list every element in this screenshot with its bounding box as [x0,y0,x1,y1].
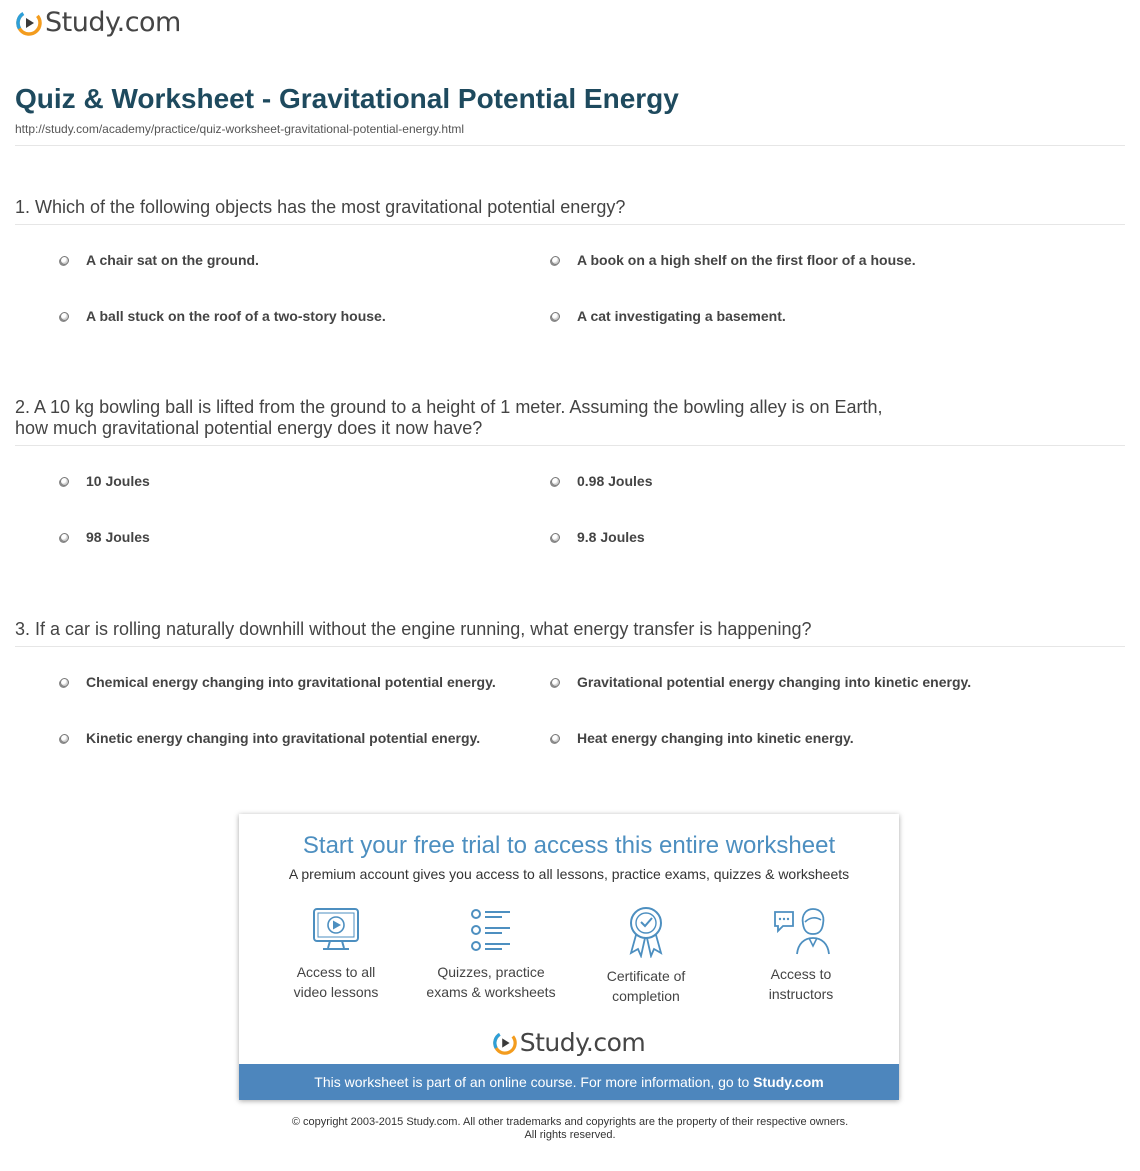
answer-label: 9.8 Joules [577,529,645,545]
study-link[interactable]: Study.com [753,1074,824,1090]
course-info-text: This worksheet is part of an online course. For more information, go to [314,1074,754,1090]
certificate-icon [621,906,671,958]
copyright-line: © copyright 2003-2015 Study.com. All other trademarks and copyrights are the property of their respective owners. [291,1116,849,1128]
question-2 [15,397,1125,558]
answer-label: Gravitational potential energy changing into kinetic energy. [577,674,972,690]
promo-features [239,906,899,1016]
answer-label: A book on a high shelf on the first floor of a house. [577,252,916,268]
answer-option[interactable] [551,529,645,545]
answer-option[interactable] [551,252,916,268]
quiz-list-icon [466,906,516,954]
feature-label-line: Quizzes, practice [437,964,545,980]
question-text: 1. Which of the following objects has the most gravitational potential energy? [15,197,626,217]
instructor-icon [771,906,831,956]
feature-video-lessons [261,906,411,1002]
answer-group [15,647,1125,759]
answer-option[interactable] [60,730,480,746]
copyright-footer [0,1116,1140,1142]
answer-label: Heat energy changing into kinetic energy. [577,730,854,746]
study-logo-icon [16,10,42,36]
answer-option[interactable] [60,529,150,545]
promo-study-logo[interactable] [239,1028,899,1057]
rights-line: All rights reserved. [524,1129,616,1141]
radio-button[interactable] [60,312,69,321]
question-1 [15,197,1125,337]
answer-label: Chemical energy changing into gravitational potential energy. [86,674,496,690]
feature-label-line: instructors [768,986,834,1002]
feature-instructors [726,906,876,1004]
page-url: http://study.com/academy/practice/quiz-worksheet-gravitational-potential-energy.html [15,122,465,136]
radio-button[interactable] [60,533,69,542]
answer-option[interactable] [551,674,971,690]
answer-group [15,225,1125,337]
answer-option[interactable] [60,252,259,268]
feature-label-line: video lessons [293,984,379,1000]
study-logo[interactable] [16,9,181,36]
radio-button[interactable] [551,312,560,321]
radio-button[interactable] [60,477,69,486]
page-title: Quiz & Worksheet - Gravitational Potential Energy [15,83,679,114]
answer-group [15,446,1125,558]
feature-label-line: Access to [770,966,832,982]
answer-label: Kinetic energy changing into gravitational potential energy. [86,730,481,746]
question-3 [15,619,1125,759]
radio-button[interactable] [551,678,560,687]
answer-label: A ball stuck on the roof of a two-story house. [86,308,386,324]
answer-label: A cat investigating a basement. [577,308,786,324]
answer-option[interactable] [551,730,854,746]
feature-label-line: Certificate of [606,968,686,984]
study-logo-text: Study.com [519,1028,646,1057]
title-divider [15,145,1125,146]
radio-button[interactable] [551,256,560,265]
promo-title[interactable]: Start your free trial to access this entire worksheet [302,832,836,859]
feature-label-line: Access to all [296,964,376,980]
radio-button[interactable] [551,533,560,542]
study-logo-text: Study.com [45,7,181,38]
answer-option[interactable] [551,308,786,324]
answer-option[interactable] [551,473,653,489]
answer-option[interactable] [60,473,150,489]
feature-label-line: exams & worksheets [426,984,556,1000]
question-text: 2. A 10 kg bowling ball is lifted from the ground to a height of 1 meter. Assuming the bowling alley is on Earth, how much gravitational potential energy does it now have? [15,397,883,438]
radio-button[interactable] [60,678,69,687]
feature-label-line: completion [612,988,680,1004]
answer-label: A chair sat on the ground. [86,252,259,268]
answer-option[interactable] [60,308,386,324]
study-logo-icon [493,1031,517,1055]
answer-option[interactable] [60,674,496,690]
radio-button[interactable] [60,256,69,265]
radio-button[interactable] [551,477,560,486]
promo-subtitle: A premium account gives you access to all lessons, practice exams, quizzes & worksheets [288,866,850,882]
feature-quizzes [416,906,566,1002]
feature-certificate [571,906,721,1006]
question-text: 3. If a car is rolling naturally downhill without the engine running, what energy transfer is happening? [15,619,812,639]
answer-label: 98 Joules [86,529,150,545]
free-trial-promo [239,814,899,1100]
answer-label: 10 Joules [86,473,150,489]
course-info-bar [239,1064,899,1100]
answer-label: 0.98 Joules [577,473,653,489]
video-lesson-icon [311,906,361,954]
radio-button[interactable] [551,734,560,743]
radio-button[interactable] [60,734,69,743]
